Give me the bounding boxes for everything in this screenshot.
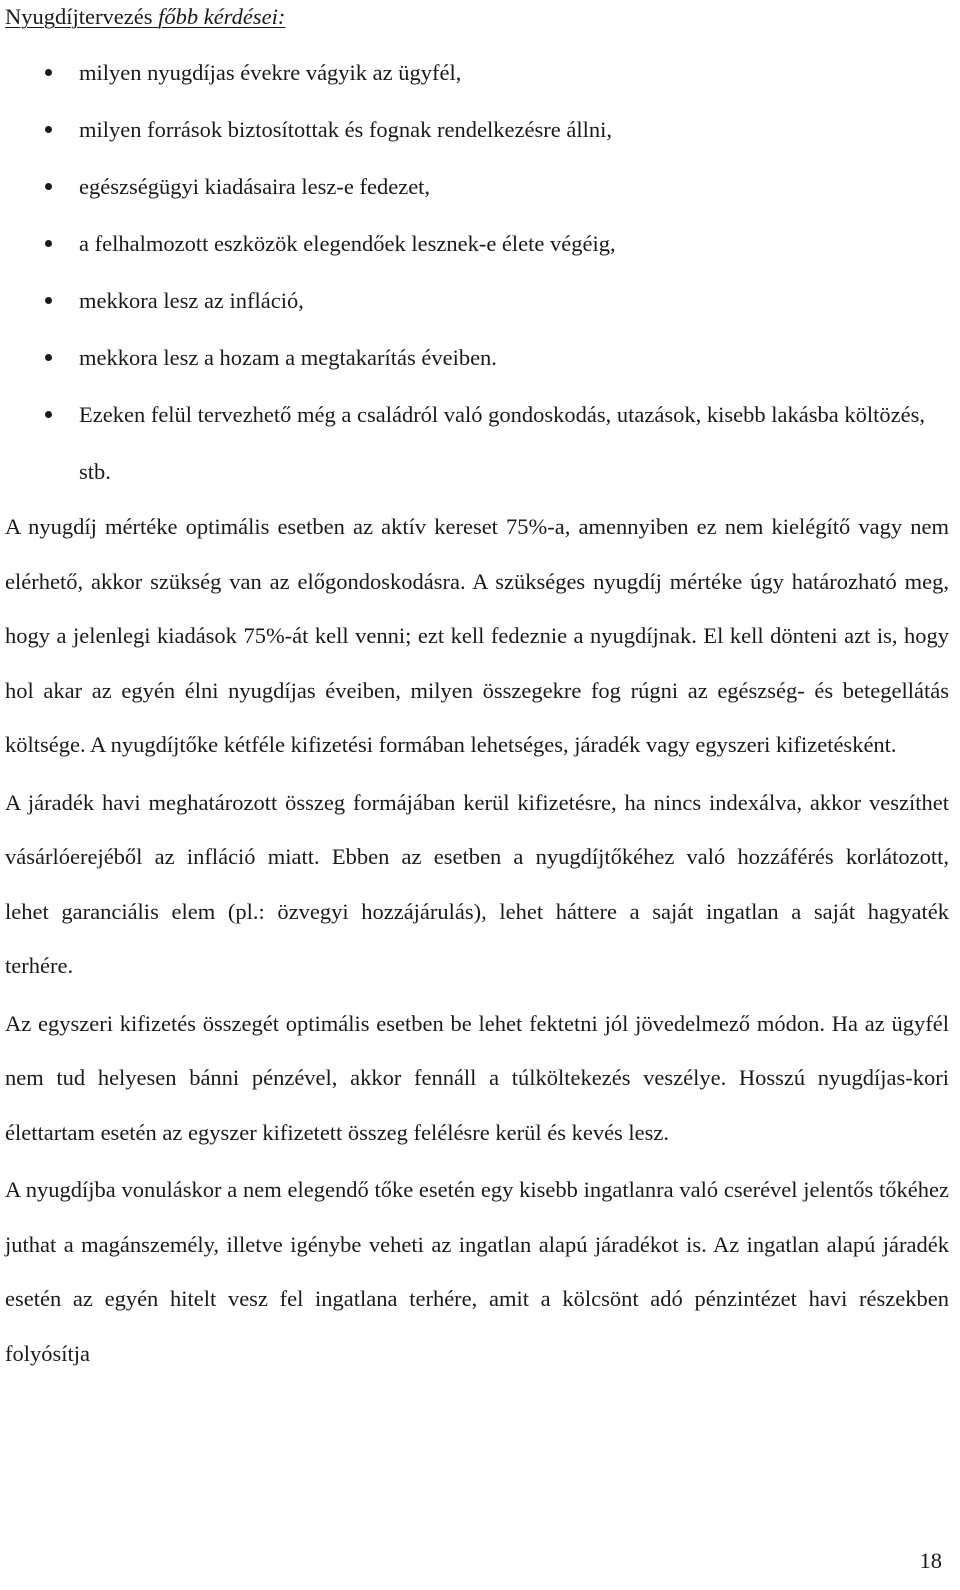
heading-emphasis-text: főbb kérdései: — [158, 4, 286, 29]
bullet-icon — [45, 411, 52, 418]
list-item — [5, 158, 949, 215]
bullet-icon — [45, 183, 52, 190]
list-item-text: mekkora lesz a hozam a megtakarítás éveiben. — [79, 345, 497, 370]
list-item — [5, 386, 949, 500]
paragraph-real-estate: A nyugdíjba vonuláskor a nem elegendő tőke esetén egy kisebb ingatlanra való cserével jelentős tőkéhez juthat a magánszemély, illetve igénybe veheti az ingatlan alapú járadékot is. Az ingatlan alapú járadék esetén az egyén hitelt vesz fel ingatlana terhére, amit a kölcsönt adó pénzintézet havi részekben folyósítja — [5, 1177, 949, 1366]
document-page — [5, 0, 949, 1381]
list-item — [5, 215, 949, 272]
heading-lead-text: Nyugdíjtervezés — [5, 4, 159, 29]
list-item — [5, 272, 949, 329]
list-item-text: a felhalmozott eszközök elegendőek lesznek-e élete végéig, — [79, 231, 616, 256]
page-number: 18 — [919, 1548, 942, 1573]
bullet-icon — [45, 297, 52, 304]
bullet-icon — [45, 240, 52, 247]
bullet-icon — [45, 126, 52, 133]
list-item — [5, 101, 949, 158]
list-item-text: milyen nyugdíjas évekre vágyik az ügyfél, — [79, 60, 462, 85]
list-item-text: egészségügyi kiadásaira lesz-e fedezet, — [79, 174, 431, 199]
list-item-text: mekkora lesz az infláció, — [79, 288, 304, 313]
bullet-icon — [45, 354, 52, 361]
list-item — [5, 44, 949, 101]
paragraph-pension-amount: A nyugdíj mértéke optimális esetben az aktív kereset 75%-a, amennyiben ez nem kielégítő vagy nem elérhető, akkor szükség van az előgondoskodásra. A szükséges nyugdíj mértéke úgy határozható meg, hogy a jelenlegi kiadások 75%-át kell venni; ezt kell fedeznie a nyugdíjnak. El kell dönteni azt is, hogy hol akar az egyén élni nyugdíjas éveiben, milyen összegekre fog rúgni az egészség- és betegellátás költsége. A nyugdíjtőke kétféle kifizetési formában lehetséges, járadék vagy egyszeri kifizetésként. — [5, 514, 949, 757]
paragraph-annuity: A járadék havi meghatározott összeg formájában kerül kifizetésre, ha nincs indexálva, akkor veszíthet vásárlóerejéből az infláció miatt. Ebben az esetben a nyugdíjtőkéhez való hozzáférés korlátozott, lehet garanciális elem (pl.: özvegyi hozzájárulás), lehet háttere a saját ingatlan a saját hagyaték terhére. — [5, 789, 949, 978]
list-item-text: milyen források biztosítottak és fognak rendelkezésre állni, — [79, 117, 612, 142]
section-heading — [5, 0, 949, 32]
paragraph-lump-sum: Az egyszeri kifizetés összegét optimális esetben be lehet fektetni jól jövedelmező módon. Ha az ügyfél nem tud helyesen bánni pénzével, akkor fennáll a túlköltekezés veszélye. Hosszú nyugdíjas-kori élettartam esetén az egyszer kifizetett összeg felélésre kerül és kevés lesz. — [5, 1010, 949, 1145]
bullet-icon — [45, 69, 52, 76]
list-item-text: Ezeken felül tervezhető még a családról való gondoskodás, utazások, kisebb lakásba költözés, stb. — [79, 402, 925, 484]
key-questions-list — [5, 44, 949, 500]
list-item — [5, 329, 949, 386]
